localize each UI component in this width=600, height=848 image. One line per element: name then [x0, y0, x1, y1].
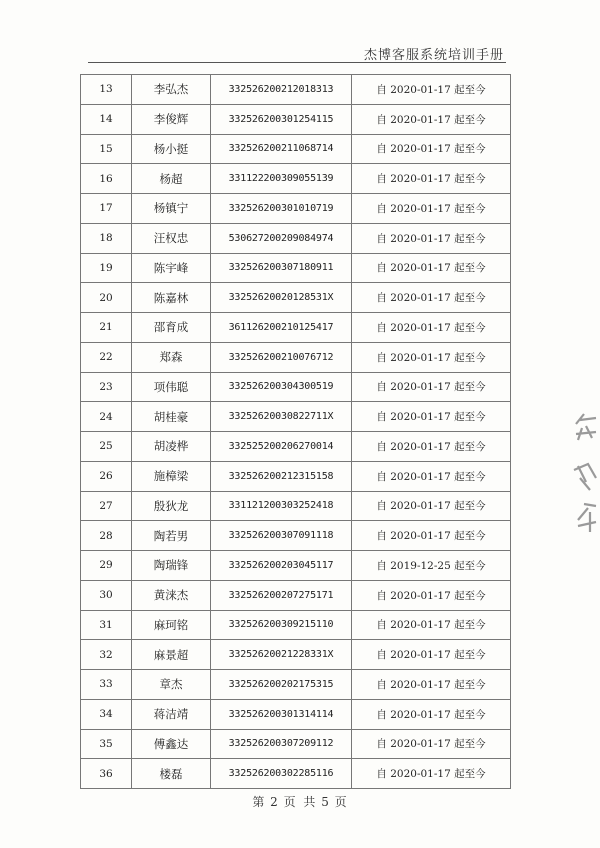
row-period: 自 2020-01-17 起至今	[352, 432, 511, 462]
row-number: 20	[81, 283, 132, 313]
roster-table	[80, 74, 511, 789]
row-id-number: 33252620020128531X	[211, 283, 352, 313]
row-name: 汪权忠	[132, 223, 211, 253]
table-row	[81, 134, 511, 164]
row-number: 24	[81, 402, 132, 432]
row-period: 自 2020-01-17 起至今	[352, 699, 511, 729]
row-period: 自 2020-01-17 起至今	[352, 402, 511, 432]
row-name: 杨超	[132, 164, 211, 194]
page-number: 第 2 页	[252, 795, 297, 809]
table-row	[81, 104, 511, 134]
row-id-number: 332526200203045117	[211, 551, 352, 581]
row-name: 陶若男	[132, 521, 211, 551]
roster-body	[81, 75, 511, 789]
row-name: 郑森	[132, 342, 211, 372]
row-id-number: 361126200210125417	[211, 313, 352, 343]
table-row	[81, 283, 511, 313]
row-id-number: 331121200303252418	[211, 491, 352, 521]
table-row	[81, 640, 511, 670]
table-row	[81, 521, 511, 551]
table-row	[81, 313, 511, 343]
row-period: 自 2020-01-17 起至今	[352, 313, 511, 343]
row-name: 傅鑫达	[132, 729, 211, 759]
row-id-number: 331122200309055139	[211, 164, 352, 194]
row-number: 22	[81, 342, 132, 372]
row-name: 楼磊	[132, 759, 211, 789]
row-number: 27	[81, 491, 132, 521]
row-period: 自 2020-01-17 起至今	[352, 253, 511, 283]
table-row	[81, 372, 511, 402]
row-period: 自 2020-01-17 起至今	[352, 461, 511, 491]
row-name: 殷狄龙	[132, 491, 211, 521]
table-row	[81, 670, 511, 700]
table-row	[81, 342, 511, 372]
table-row	[81, 402, 511, 432]
row-name: 陶瑞锋	[132, 551, 211, 581]
row-period: 自 2020-01-17 起至今	[352, 580, 511, 610]
row-number: 19	[81, 253, 132, 283]
row-number: 15	[81, 134, 132, 164]
row-number: 21	[81, 313, 132, 343]
row-id-number: 332525200206270014	[211, 432, 352, 462]
row-period: 自 2020-01-17 起至今	[352, 640, 511, 670]
row-id-number: 33252620021228331X	[211, 640, 352, 670]
row-number: 35	[81, 729, 132, 759]
row-id-number: 332526200301254115	[211, 104, 352, 134]
row-id-number: 332526200207275171	[211, 580, 352, 610]
page-footer	[0, 793, 600, 810]
table-row	[81, 610, 511, 640]
row-id-number: 332526200212315158	[211, 461, 352, 491]
row-name: 蒋洁靖	[132, 699, 211, 729]
row-id-number: 332526200301314114	[211, 699, 352, 729]
row-period: 自 2020-01-17 起至今	[352, 283, 511, 313]
table-row	[81, 223, 511, 253]
row-id-number: 332526200307091118	[211, 521, 352, 551]
row-id-number: 530627200209084974	[211, 223, 352, 253]
row-period: 自 2020-01-17 起至今	[352, 134, 511, 164]
table-row	[81, 75, 511, 105]
row-number: 30	[81, 580, 132, 610]
table-row	[81, 491, 511, 521]
row-id-number: 332526200309215110	[211, 610, 352, 640]
page-total: 共 5 页	[303, 795, 348, 809]
row-period: 自 2020-01-17 起至今	[352, 223, 511, 253]
row-name: 陈嘉林	[132, 283, 211, 313]
row-name: 章杰	[132, 670, 211, 700]
row-number: 25	[81, 432, 132, 462]
row-id-number: 332526200202175315	[211, 670, 352, 700]
row-id-number: 332526200307180911	[211, 253, 352, 283]
row-name: 杨镇宁	[132, 194, 211, 224]
row-name: 邵育成	[132, 313, 211, 343]
row-period: 自 2020-01-17 起至今	[352, 372, 511, 402]
row-number: 18	[81, 223, 132, 253]
row-period: 自 2020-01-17 起至今	[352, 194, 511, 224]
row-id-number: 332526200211068714	[211, 134, 352, 164]
row-name: 麻珂铭	[132, 610, 211, 640]
row-name: 麻景超	[132, 640, 211, 670]
row-period: 自 2020-01-17 起至今	[352, 729, 511, 759]
row-number: 32	[81, 640, 132, 670]
row-number: 28	[81, 521, 132, 551]
table-row	[81, 551, 511, 581]
table-row	[81, 461, 511, 491]
row-period: 自 2020-01-17 起至今	[352, 670, 511, 700]
seal-stamp-fragment	[570, 408, 600, 538]
row-period: 自 2020-01-17 起至今	[352, 75, 511, 105]
row-name: 杨小挺	[132, 134, 211, 164]
row-period: 自 2020-01-17 起至今	[352, 342, 511, 372]
row-period: 自 2020-01-17 起至今	[352, 164, 511, 194]
row-number: 31	[81, 610, 132, 640]
row-name: 胡凌桦	[132, 432, 211, 462]
row-number: 23	[81, 372, 132, 402]
row-period: 自 2020-01-17 起至今	[352, 491, 511, 521]
row-period: 自 2019-12-25 起至今	[352, 551, 511, 581]
header-title: 杰博客服系统培训手册	[363, 48, 504, 63]
row-name: 项伟聪	[132, 372, 211, 402]
table-row	[81, 759, 511, 789]
row-id-number: 332526200304300519	[211, 372, 352, 402]
table-row	[81, 580, 511, 610]
row-id-number: 33252620030822711X	[211, 402, 352, 432]
row-number: 26	[81, 461, 132, 491]
row-period: 自 2020-01-17 起至今	[352, 759, 511, 789]
row-number: 16	[81, 164, 132, 194]
header-divider	[88, 62, 506, 63]
table-row	[81, 253, 511, 283]
table-row	[81, 432, 511, 462]
row-id-number: 332526200301010719	[211, 194, 352, 224]
table-row	[81, 194, 511, 224]
row-name: 李弘杰	[132, 75, 211, 105]
row-id-number: 332526200302285116	[211, 759, 352, 789]
row-period: 自 2020-01-17 起至今	[352, 521, 511, 551]
row-id-number: 332526200210076712	[211, 342, 352, 372]
row-period: 自 2020-01-17 起至今	[352, 610, 511, 640]
row-number: 29	[81, 551, 132, 581]
row-period: 自 2020-01-17 起至今	[352, 104, 511, 134]
table-row	[81, 164, 511, 194]
row-id-number: 332526200307209112	[211, 729, 352, 759]
row-name: 胡桂豪	[132, 402, 211, 432]
row-number: 36	[81, 759, 132, 789]
row-number: 14	[81, 104, 132, 134]
row-name: 陈宇峰	[132, 253, 211, 283]
row-name: 黄涞杰	[132, 580, 211, 610]
row-number: 13	[81, 75, 132, 105]
row-name: 李俊辉	[132, 104, 211, 134]
row-name: 施樟梁	[132, 461, 211, 491]
row-number: 17	[81, 194, 132, 224]
row-number: 34	[81, 699, 132, 729]
table-row	[81, 729, 511, 759]
table-row	[81, 699, 511, 729]
row-number: 33	[81, 670, 132, 700]
row-id-number: 332526200212018313	[211, 75, 352, 105]
